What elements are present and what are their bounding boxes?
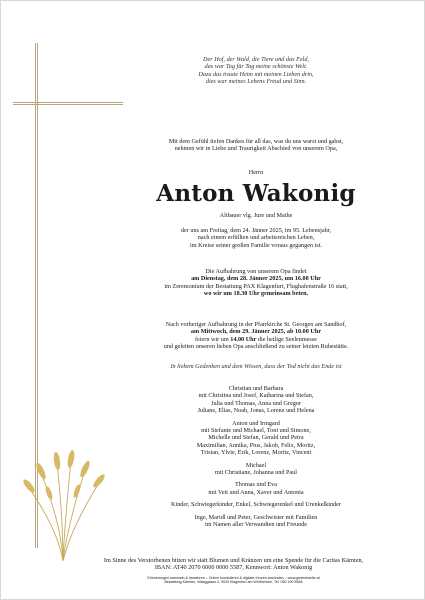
family-line: im Namen aller Verwandten und Freunde bbox=[204, 521, 308, 529]
family-line: Kinder, Schwiegerkinder, Enkel, Schwiegerenkel und Urenkelkinder bbox=[171, 501, 341, 509]
thanks-line: nehmen wir in Liebe und Traurigkeit Abschied von unserem Opa, bbox=[174, 145, 338, 153]
footer-line: Bestattung Kärnten, Waaggasse 2, 9020 Klagenfurt am Wörthersee, Tel. 050 190 8548 bbox=[164, 580, 303, 585]
cross-horizontal-bar bbox=[13, 102, 123, 105]
subtitle bbox=[101, 212, 411, 219]
wheat-icon bbox=[13, 433, 113, 561]
family-line: Christian und Barbara bbox=[228, 385, 284, 392]
family-group bbox=[101, 514, 411, 529]
memory-text bbox=[101, 363, 411, 370]
donation-request bbox=[61, 557, 406, 572]
footer-line: Erinnerungen sammeln & bewahren – Online kondolieren & digitale Kerzen anzünden – www.gedenkseite.at bbox=[147, 576, 320, 580]
funeral-mass-suffix: die heilige Seelenmesse bbox=[256, 335, 317, 343]
family-group bbox=[101, 501, 411, 508]
family-line: mit Christina und Josef, Katharina und Stefan, bbox=[198, 392, 314, 400]
family-line: Anton und Irmgard bbox=[232, 419, 280, 427]
family-line: mit Christiane, Johanna und Paul bbox=[215, 469, 297, 477]
funeral-mass-prefix: feiern wir um bbox=[194, 335, 231, 343]
funeral-mass bbox=[101, 336, 411, 343]
thanks-text bbox=[101, 138, 411, 153]
family-group bbox=[101, 481, 411, 496]
family-line: Tristan, Ylvie, Erik, Lorenz, Moritz, Vincent bbox=[200, 449, 312, 457]
death-line: nach einem erfüllten und arbeitsreichen Leben, bbox=[197, 234, 315, 242]
death-line: im Kreise seiner großen Familie voraus gegangen ist. bbox=[190, 241, 322, 249]
memory-line: In liebem Gedenken und dem Wissen, dass der Tod nicht das Ende ist bbox=[170, 363, 342, 370]
viewing-prayer: wo wir um 18.30 Uhr gemeinsam beten. bbox=[203, 290, 309, 298]
family-line: Inge, Maridl und Peter, Geschwister mit Familien bbox=[194, 513, 318, 521]
poem-line: dies war meines Lebens Freud und Sinn. bbox=[205, 78, 307, 86]
subtitle-text: Altbauer vlg. Jure und Mathe bbox=[219, 212, 293, 219]
family-group bbox=[101, 420, 411, 457]
family-line: Juliane, Elias, Noah, Jonas, Lorenz und Helena bbox=[197, 407, 315, 415]
funeral-mass-time: 14.00 Uhr bbox=[230, 335, 257, 343]
family-group bbox=[101, 385, 411, 415]
funeral-notice bbox=[101, 321, 411, 351]
family-line: Michelle und Stefan, Gerald und Petra bbox=[208, 434, 304, 442]
footer bbox=[61, 576, 406, 585]
viewing-location: im Zeremonium der Bestattung PAX Klagenfurt, Flughafenstraße 16 statt, bbox=[164, 282, 348, 290]
death-notice bbox=[101, 227, 411, 249]
mourners-list bbox=[101, 385, 411, 534]
family-line: mit Veit und Anna, Xaver und Antonia bbox=[208, 488, 304, 496]
family-line: Thomas und Eva bbox=[235, 481, 277, 489]
family-line: Michael bbox=[245, 461, 267, 469]
poem-line: Der Hof, der Wald, die Tiere und das Feld, bbox=[203, 56, 309, 63]
salutation bbox=[101, 169, 411, 176]
family-line: mit Stefanie und Michael, Toni und Simone, bbox=[201, 427, 311, 435]
poem-line: das war Tag für Tag meine schönste Welt. bbox=[204, 63, 308, 71]
viewing-date: am Dienstag, dem 28. Jänner 2025, um 16.00 Uhr bbox=[191, 275, 321, 283]
death-line: der uns am Freitag, dem 24. Jänner 2025, im 95. Lebensjahr, bbox=[180, 227, 332, 234]
deceased-name: Anton Wakonig bbox=[156, 180, 356, 207]
poem bbox=[101, 56, 411, 86]
family-line: Maximilian, Annika, Pius, Jakob, Felix, Moritz, bbox=[196, 441, 316, 449]
viewing-notice bbox=[101, 268, 411, 298]
viewing-line: Die Aufbahrung von unserem Opa findet bbox=[205, 268, 307, 275]
salutation-text: Herrn bbox=[248, 169, 264, 176]
family-line: Julia und Thomas, Anna und Gregor bbox=[211, 399, 301, 407]
funeral-date: am Mittwoch, dem 29. Jänner 2025, ab 10.00 Uhr bbox=[190, 328, 322, 336]
poem-line: Dazu das traute Heim mit meinen Lieben drin, bbox=[198, 70, 314, 78]
donation-line: IBAN: AT40 2070 6000 0000 5587, Kennwort: Anton Wakonig bbox=[154, 564, 313, 572]
family-group bbox=[101, 462, 411, 477]
funeral-line: und geleiten unseren lieben Opa anschließend zu seiner letzten Ruhestätte. bbox=[163, 343, 349, 351]
thanks-line: Mit dem Gefühl tiefen Dankes für all das, was du uns warst und gabst, bbox=[168, 138, 344, 145]
donation-line: Im Sinne des Verstorbenen bitten wir statt Blumen und Kränzen um eine Spende für die Caritas Kärnten, bbox=[103, 557, 364, 564]
funeral-line: Nach vorheriger Aufbahrung in der Pfarrkirche St. Georgen am Sandhof, bbox=[165, 321, 347, 328]
